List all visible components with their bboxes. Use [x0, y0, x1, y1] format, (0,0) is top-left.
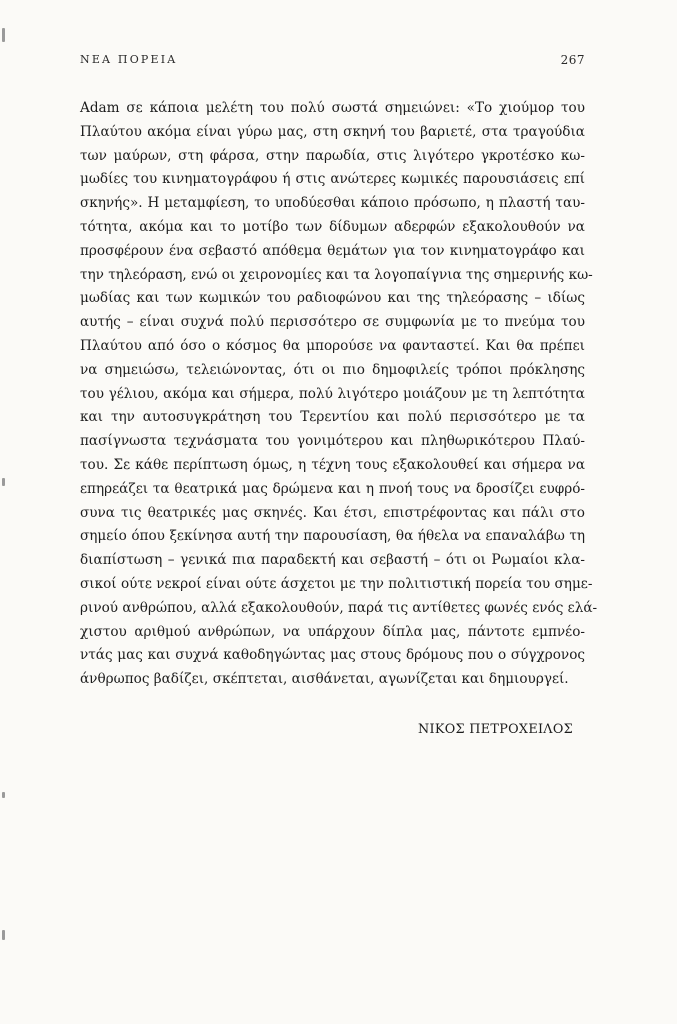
text-line: σικοί ούτε νεκροί είναι ούτε άσχετοι με την πολιτιστική πορεία του σημε- [80, 575, 593, 592]
page-number: 267 [560, 53, 585, 67]
text-line: τότητα, ακόμα και το μοτίβο των δίδυμων αδερφών εξακολουθούν να [80, 218, 585, 235]
text-line: χιστου αριθμού ανθρώπων, να υπάρχουν δίπλα μας, πάντοτε εμπνέο- [80, 623, 585, 640]
text-line: μωδίες του κινηματογράφου ή στις ανώτερες κωμικές παρουσιάσεις επί [80, 171, 585, 188]
scan-mark [2, 792, 5, 798]
text-line: πασίγνωστα τεχνάσματα του γονιμότερου και πληθωρικότερου Πλαύ- [80, 433, 585, 450]
text-line: μωδίας και των κωμικών του ραδιοφώνου και της τηλεόρασης – ιδίως [80, 290, 585, 307]
scan-mark [2, 28, 5, 42]
scan-mark [2, 930, 5, 940]
text-line: Πλαύτου ακόμα είναι γύρω μας, στη σκηνή του βαριετέ, στα τραγούδια [80, 123, 585, 140]
text-line: ντάς μας και συχνά καθοδηγώντας μας στους δρόμους που ο σύγχρονος [80, 647, 585, 664]
body-paragraph [80, 97, 598, 692]
text-line: επηρεάζει τα θεατρικά μας δρώμενα και η πνοή τους να δροσίζει ευφρό- [80, 480, 585, 497]
text-line: διαπίστωση – γενικά πια παραδεκτή και σεβαστή – ότι οι Ρωμαίοι κλα- [80, 552, 585, 569]
text-line: ρινού ανθρώπου, αλλά εξακολουθούν, παρά τις αντίθετες φωνές ενός ελά- [80, 599, 598, 616]
text-line: σκηνής». Η μεταμφίεση, το υποδύεσθαι κάποιο πρόσωπο, η πλαστή ταυ- [80, 195, 585, 212]
text-line: αυτής – είναι συχνά πολύ περισσότερο σε συμφωνία με το πνεύμα του [80, 314, 585, 331]
author-signature: ΝΙΚΟΣ ΠΕΤΡΟΧΕΙΛΟΣ [418, 722, 573, 737]
text-line: Adam σε κάποια μελέτη του πολύ σωστά σημειώνει: «Το χιούμορ του [80, 100, 585, 116]
text-line: προσφέρουν ένα σεβαστό απόθεμα θεμάτων για τον κινηματογράφο και [80, 242, 585, 259]
text-line: την τηλεόραση, ενώ οι χειρονομίες και τα λογοπαίγνια της σημερινής κω- [80, 266, 593, 283]
text-line: σημείο όπου ξεκίνησα αυτή την παρουσίαση, θα ήθελα να επαναλάβω τη [80, 528, 585, 545]
text-line: των μαύρων, στη φάρσα, στην παρωδία, στις λιγότερο γκροτέσκο κω- [80, 147, 585, 164]
text-line: και την αυτοσυγκράτηση του Τερεντίου και πολύ περισσότερο με τα [80, 409, 585, 426]
text-line: του. Σε κάθε περίπτωση όμως, η τέχνη τους εξακολουθεί και σήμερα να [80, 456, 585, 473]
text-line: του γέλιου, ακόμα και σήμερα, πολύ λιγότερο μοιάζουν με τη λεπτότητα [80, 385, 585, 402]
text-line: Πλαύτου από όσο ο κόσμος θα μπορούσε να φανταστεί. Και θα πρέπει [80, 337, 585, 354]
text-line: συνα τις θεατρικές μας σκηνές. Και έτσι, επιστρέφοντας και πάλι στο [80, 504, 585, 521]
running-head: ΝΕΑ ΠΟΡΕΙΑ [80, 53, 178, 66]
text-line: να σημειώσω, τελειώνοντας, ότι οι πιο δημοφιλείς τρόποι πρόκλησης [80, 361, 585, 378]
scan-mark [2, 478, 5, 486]
page-header [80, 53, 585, 71]
text-line: άνθρωπος βαδίζει, σκέπτεται, αισθάνεται, αγωνίζεται και δημιουργεί. [80, 671, 569, 688]
